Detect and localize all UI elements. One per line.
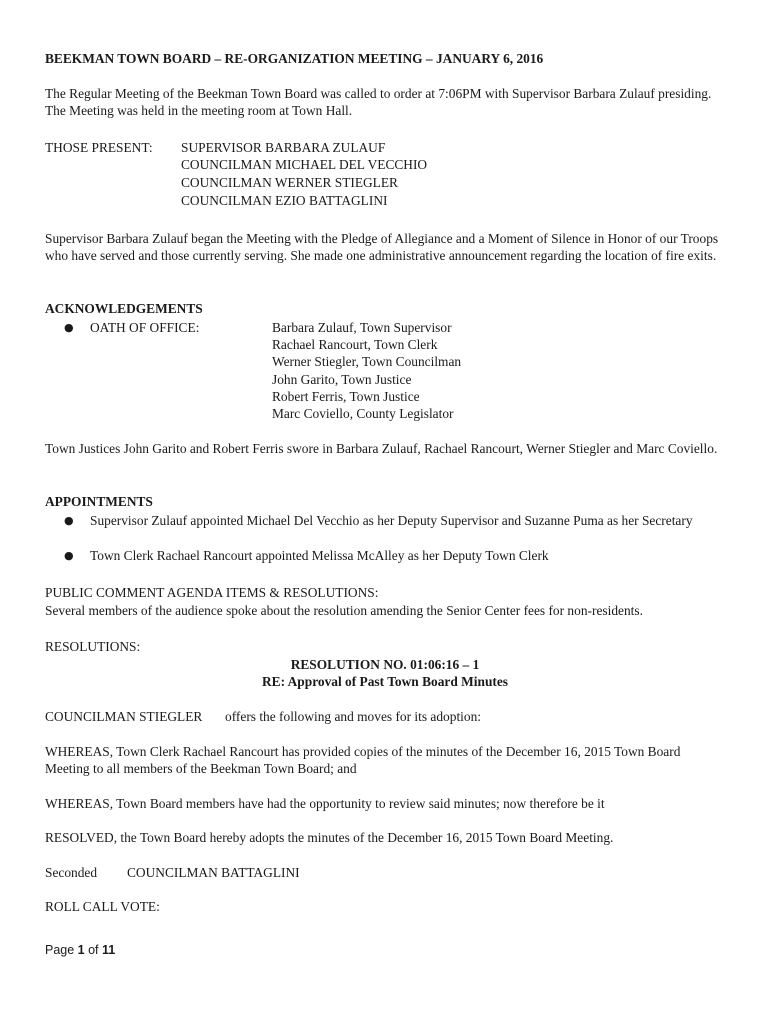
resolved-clause: RESOLVED, the Town Board hereby adopts the minutes of the December 16, 2015 Town Board Meeting. xyxy=(45,830,614,845)
document-title: BEEKMAN TOWN BOARD – RE-ORGANIZATION MEETING – JANUARY 6, 2016 xyxy=(45,51,544,66)
present-label: THOSE PRESENT: xyxy=(45,140,153,155)
present-name: SUPERVISOR BARBARA ZULAUF xyxy=(181,140,386,155)
resolutions-heading: RESOLUTIONS: xyxy=(45,639,141,654)
resolution-number: RESOLUTION NO. 01:06:16 – 1 xyxy=(290,657,480,672)
page-current: 1 xyxy=(77,943,85,957)
appointment-text: Town Clerk Rachael Rancourt appointed Melissa McAlley as her Deputy Town Clerk xyxy=(90,548,549,563)
bullet-icon: ● xyxy=(64,549,74,562)
page-of: of xyxy=(84,943,102,957)
oath-name: Robert Ferris, Town Justice xyxy=(272,389,420,404)
present-name: COUNCILMAN EZIO BATTAGLINI xyxy=(181,193,388,208)
roll-call-label: ROLL CALL VOTE: xyxy=(45,899,160,914)
oath-name: Werner Stiegler, Town Councilman xyxy=(272,354,462,369)
whereas-clause: WHEREAS, Town Clerk Rachael Rancourt has provided copies of the minutes of the December 16, 2015 Town Board Meeting to all members of the Beekman Town Board; and xyxy=(45,744,681,777)
mover-text: offers the following and moves for its adoption: xyxy=(225,709,481,724)
appointment-text: Supervisor Zulauf appointed Michael Del Vecchio as her Deputy Supervisor and Suzanne Puma as her Secretary xyxy=(90,513,693,528)
whereas-clause: WHEREAS, Town Board members have had the opportunity to review said minutes; now therefore be it xyxy=(45,796,605,811)
seconded-label: Seconded xyxy=(45,865,98,880)
oath-name: Barbara Zulauf, Town Supervisor xyxy=(272,320,452,335)
oath-name: Rachael Rancourt, Town Clerk xyxy=(272,337,438,352)
page-total: 11 xyxy=(102,943,116,957)
bullet-icon: ● xyxy=(64,514,74,527)
appointments-heading: APPOINTMENTS xyxy=(45,494,153,509)
acknowledgements-heading: ACKNOWLEDGEMENTS xyxy=(45,301,203,316)
bullet-icon: ● xyxy=(64,321,74,334)
intro-paragraph: The Regular Meeting of the Beekman Town Board was called to order at 7:06PM with Supervisor Barbara Zulauf presiding. The Meeting was held in the meeting room at Town Hall. xyxy=(45,86,712,119)
resolution-subject: RE: Approval of Past Town Board Minutes xyxy=(261,674,509,689)
oath-name: John Garito, Town Justice xyxy=(272,372,412,387)
public-comment-text: Several members of the audience spoke about the resolution amending the Senior Center fees for non-residents. xyxy=(45,603,643,618)
page-prefix: Page xyxy=(45,943,78,957)
opening-paragraph: Supervisor Barbara Zulauf began the Meeting with the Pledge of Allegiance and a Moment of Silence in Honor of our Troops who have served and those currently serving. She made one administrative announcement regarding the location of fire exits. xyxy=(45,231,719,264)
public-comment-heading: PUBLIC COMMENT AGENDA ITEMS & RESOLUTIONS: xyxy=(45,585,379,600)
mover-name: COUNCILMAN STIEGLER xyxy=(45,709,203,724)
present-name: COUNCILMAN MICHAEL DEL VECCHIO xyxy=(181,157,428,172)
oath-label: OATH OF OFFICE: xyxy=(90,320,200,335)
page-number xyxy=(45,942,115,959)
sworn-paragraph: Town Justices John Garito and Robert Ferris swore in Barbara Zulauf, Rachael Rancourt, Werner Stiegler and Marc Coviello. xyxy=(45,441,718,456)
list-item xyxy=(64,512,724,529)
list-item xyxy=(64,547,724,564)
present-name: COUNCILMAN WERNER STIEGLER xyxy=(181,175,398,190)
seconded-by: COUNCILMAN BATTAGLINI xyxy=(127,865,300,880)
oath-name: Marc Coviello, County Legislator xyxy=(272,406,454,421)
